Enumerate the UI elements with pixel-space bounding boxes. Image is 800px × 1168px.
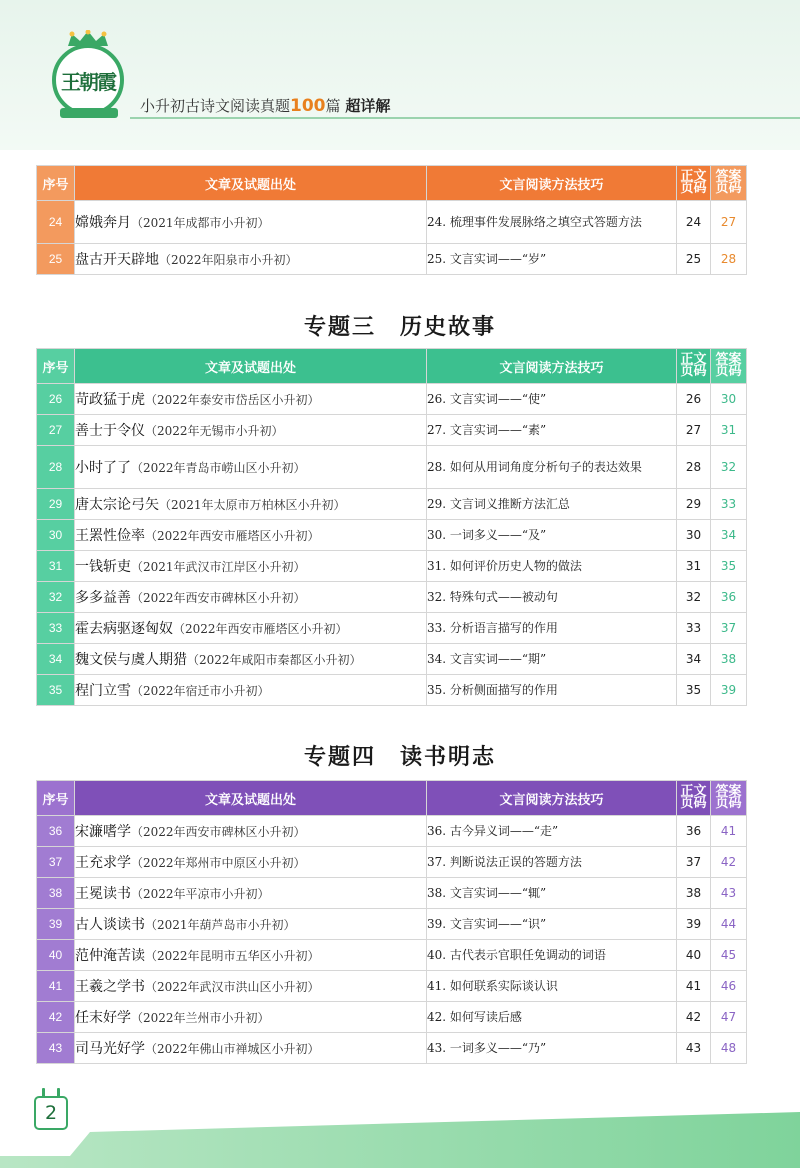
answer-page-cell: 36 [711, 582, 747, 613]
col-text-page: 正文页码 [677, 349, 711, 384]
method-cell: 38. 文言实词——“辄” [427, 878, 677, 909]
article-title: 宋濂嗜学 [75, 824, 131, 840]
article-cell [75, 971, 427, 1002]
page-number: 2 [34, 1096, 68, 1130]
text-page-cell: 32 [677, 582, 711, 613]
article-source: （2022年宿迁市小升初） [131, 684, 270, 698]
book-title: 小升初古诗文阅读真题100篇 超详解 [140, 96, 391, 116]
table-row [37, 878, 747, 909]
article-title: 王羲之学书 [75, 979, 145, 995]
answer-page-cell: 41 [711, 816, 747, 847]
article-source: （2022年西安市碑林区小升初） [131, 591, 306, 605]
answer-page-cell: 38 [711, 644, 747, 675]
text-page-cell: 30 [677, 520, 711, 551]
method-cell: 35. 分析侧面描写的作用 [427, 675, 677, 706]
article-source: （2021年葫芦岛市小升初） [145, 918, 296, 932]
article-cell [75, 415, 427, 446]
table-row [37, 909, 747, 940]
text-page-cell: 25 [677, 244, 711, 275]
row-number: 24 [37, 201, 75, 244]
table-header [37, 781, 747, 816]
row-number: 36 [37, 816, 75, 847]
table-row [37, 675, 747, 706]
row-number: 26 [37, 384, 75, 415]
answer-page-cell: 43 [711, 878, 747, 909]
table-row [37, 1002, 747, 1033]
article-title: 盘古开天辟地 [75, 252, 159, 268]
text-page-cell: 41 [677, 971, 711, 1002]
article-source: （2022年昆明市五华区小升初） [145, 949, 320, 963]
answer-page-cell: 46 [711, 971, 747, 1002]
row-number: 29 [37, 489, 75, 520]
article-title: 司马光好学 [75, 1041, 145, 1057]
logo-text: 王朝霞 [61, 69, 115, 94]
method-cell: 27. 文言实词——“素” [427, 415, 677, 446]
method-cell: 36. 古今异义词——“走” [427, 816, 677, 847]
row-number: 32 [37, 582, 75, 613]
row-number: 25 [37, 244, 75, 275]
text-page-cell: 42 [677, 1002, 711, 1033]
row-number: 43 [37, 1033, 75, 1064]
article-source: （2022年郑州市中原区小升初） [131, 856, 306, 870]
answer-page-cell: 47 [711, 1002, 747, 1033]
table-row [37, 520, 747, 551]
text-page-cell: 38 [677, 878, 711, 909]
answer-page-cell: 35 [711, 551, 747, 582]
text-page-cell: 36 [677, 816, 711, 847]
answer-page-cell: 48 [711, 1033, 747, 1064]
col-method: 文言阅读方法技巧 [427, 349, 677, 384]
method-cell: 28. 如何从用词角度分析句子的表达效果 [427, 446, 677, 489]
article-cell [75, 940, 427, 971]
method-cell: 33. 分析语言描写的作用 [427, 613, 677, 644]
table-row [37, 384, 747, 415]
table-row [37, 551, 747, 582]
article-source: （2021年武汉市江岸区小升初） [131, 560, 306, 574]
table-row [37, 489, 747, 520]
row-number: 41 [37, 971, 75, 1002]
table-row [37, 582, 747, 613]
toc-table-1 [36, 165, 747, 275]
answer-page-cell: 27 [711, 201, 747, 244]
article-cell [75, 878, 427, 909]
text-page-cell: 33 [677, 613, 711, 644]
text-page-cell: 31 [677, 551, 711, 582]
text-page-cell: 28 [677, 446, 711, 489]
text-page-cell: 37 [677, 847, 711, 878]
section-title-4: 专题四 读书明志 [303, 745, 496, 770]
footer-band [0, 1112, 800, 1168]
method-cell: 30. 一词多义——“及” [427, 520, 677, 551]
answer-page-cell: 32 [711, 446, 747, 489]
brand-logo [52, 44, 124, 116]
table-row [37, 971, 747, 1002]
article-title: 王充求学 [75, 855, 131, 871]
article-cell [75, 582, 427, 613]
article-source: （2022年武汉市洪山区小升初） [145, 980, 320, 994]
table-header [37, 166, 747, 201]
article-title: 王冕读书 [75, 886, 131, 902]
answer-page-cell: 30 [711, 384, 747, 415]
col-answer-page: 答案页码 [711, 349, 747, 384]
article-source: （2022年咸阳市秦都区小升初） [187, 653, 362, 667]
method-cell: 34. 文言实词——“期” [427, 644, 677, 675]
article-title: 任末好学 [75, 1010, 131, 1026]
article-source: （2022年西安市碑林区小升初） [131, 825, 306, 839]
article-cell [75, 816, 427, 847]
col-seq: 序号 [37, 781, 75, 816]
text-page-cell: 24 [677, 201, 711, 244]
article-cell [75, 644, 427, 675]
table-row [37, 847, 747, 878]
article-title: 唐太宗论弓矢 [75, 497, 159, 513]
col-article: 文章及试题出处 [75, 166, 427, 201]
text-page-cell: 34 [677, 644, 711, 675]
toc-table-3 [36, 780, 747, 1064]
col-answer-page: 答案页码 [711, 781, 747, 816]
text-page-cell: 29 [677, 489, 711, 520]
article-cell [75, 1033, 427, 1064]
method-cell: 32. 特殊句式——被动句 [427, 582, 677, 613]
row-number: 40 [37, 940, 75, 971]
text-page-cell: 40 [677, 940, 711, 971]
article-cell [75, 489, 427, 520]
article-source: （2022年西安市雁塔区小升初） [145, 529, 320, 543]
article-source: （2022年泰安市岱岳区小升初） [145, 393, 320, 407]
article-source: （2021年成都市小升初） [131, 216, 270, 230]
toc-table-2 [36, 348, 747, 706]
method-cell: 29. 文言词义推断方法汇总 [427, 489, 677, 520]
table-row [37, 1033, 747, 1064]
col-article: 文章及试题出处 [75, 349, 427, 384]
col-seq: 序号 [37, 349, 75, 384]
answer-page-cell: 37 [711, 613, 747, 644]
row-number: 42 [37, 1002, 75, 1033]
col-method: 文言阅读方法技巧 [427, 781, 677, 816]
method-cell: 37. 判断说法正误的答题方法 [427, 847, 677, 878]
article-title: 善士于令仪 [75, 423, 145, 439]
table-row [37, 415, 747, 446]
article-source: （2022年佛山市禅城区小升初） [145, 1042, 320, 1056]
col-answer-page: 答案页码 [711, 166, 747, 201]
article-title: 王罴性俭率 [75, 528, 145, 544]
article-title: 霍去病驱逐匈奴 [75, 621, 173, 637]
row-number: 33 [37, 613, 75, 644]
method-cell: 24. 梳理事件发展脉络之填空式答题方法 [427, 201, 677, 244]
row-number: 28 [37, 446, 75, 489]
article-title: 多多益善 [75, 590, 131, 606]
text-page-cell: 39 [677, 909, 711, 940]
col-text-page: 正文页码 [677, 781, 711, 816]
article-source: （2022年阳泉市小升初） [159, 253, 298, 267]
row-number: 37 [37, 847, 75, 878]
article-source: （2022年西安市雁塔区小升初） [173, 622, 348, 636]
article-cell [75, 244, 427, 275]
article-title: 苛政猛于虎 [75, 392, 145, 408]
article-cell [75, 847, 427, 878]
answer-page-cell: 28 [711, 244, 747, 275]
article-cell [75, 909, 427, 940]
table-row [37, 201, 747, 244]
table-header [37, 349, 747, 384]
table-row [37, 244, 747, 275]
row-number: 31 [37, 551, 75, 582]
article-cell [75, 446, 427, 489]
logo-ribbon [60, 108, 118, 118]
col-method: 文言阅读方法技巧 [427, 166, 677, 201]
row-number: 34 [37, 644, 75, 675]
article-source: （2021年太原市万柏林区小升初） [159, 498, 346, 512]
method-cell: 39. 文言实词——“识” [427, 909, 677, 940]
row-number: 38 [37, 878, 75, 909]
table-row [37, 613, 747, 644]
table-row [37, 940, 747, 971]
article-title: 嫦娥奔月 [75, 215, 131, 231]
article-title: 魏文侯与虞人期猎 [75, 652, 187, 668]
article-cell [75, 551, 427, 582]
text-page-cell: 27 [677, 415, 711, 446]
article-cell [75, 1002, 427, 1033]
article-cell [75, 675, 427, 706]
col-article: 文章及试题出处 [75, 781, 427, 816]
article-cell [75, 520, 427, 551]
article-source: （2022年兰州市小升初） [131, 1011, 270, 1025]
section-title-3: 专题三 历史故事 [303, 315, 496, 340]
table-row [37, 446, 747, 489]
answer-page-cell: 39 [711, 675, 747, 706]
answer-page-cell: 33 [711, 489, 747, 520]
article-cell [75, 384, 427, 415]
row-number: 30 [37, 520, 75, 551]
article-title: 小时了了 [75, 460, 131, 476]
row-number: 35 [37, 675, 75, 706]
answer-page-cell: 45 [711, 940, 747, 971]
text-page-cell: 35 [677, 675, 711, 706]
row-number: 39 [37, 909, 75, 940]
answer-page-cell: 34 [711, 520, 747, 551]
text-page-cell: 26 [677, 384, 711, 415]
article-cell [75, 613, 427, 644]
article-source: （2022年平凉市小升初） [131, 887, 270, 901]
answer-page-cell: 31 [711, 415, 747, 446]
method-cell: 25. 文言实词——“岁” [427, 244, 677, 275]
header-divider [130, 117, 800, 119]
row-number: 27 [37, 415, 75, 446]
article-title: 程门立雪 [75, 683, 131, 699]
article-title: 古人谈读书 [75, 917, 145, 933]
answer-page-cell: 42 [711, 847, 747, 878]
method-cell: 42. 如何写读后感 [427, 1002, 677, 1033]
article-source: （2022年无锡市小升初） [145, 424, 284, 438]
table-row [37, 644, 747, 675]
method-cell: 31. 如何评价历史人物的做法 [427, 551, 677, 582]
method-cell: 43. 一词多义——“乃” [427, 1033, 677, 1064]
article-title: 一钱斩吏 [75, 559, 131, 575]
article-source: （2022年青岛市崂山区小升初） [131, 461, 306, 475]
answer-page-cell: 44 [711, 909, 747, 940]
text-page-cell: 43 [677, 1033, 711, 1064]
method-cell: 26. 文言实词——“使” [427, 384, 677, 415]
col-text-page: 正文页码 [677, 166, 711, 201]
table-row [37, 816, 747, 847]
article-title: 范仲淹苦读 [75, 948, 145, 964]
article-cell [75, 201, 427, 244]
method-cell: 40. 古代表示官职任免调动的词语 [427, 940, 677, 971]
col-seq: 序号 [37, 166, 75, 201]
method-cell: 41. 如何联系实际谈认识 [427, 971, 677, 1002]
